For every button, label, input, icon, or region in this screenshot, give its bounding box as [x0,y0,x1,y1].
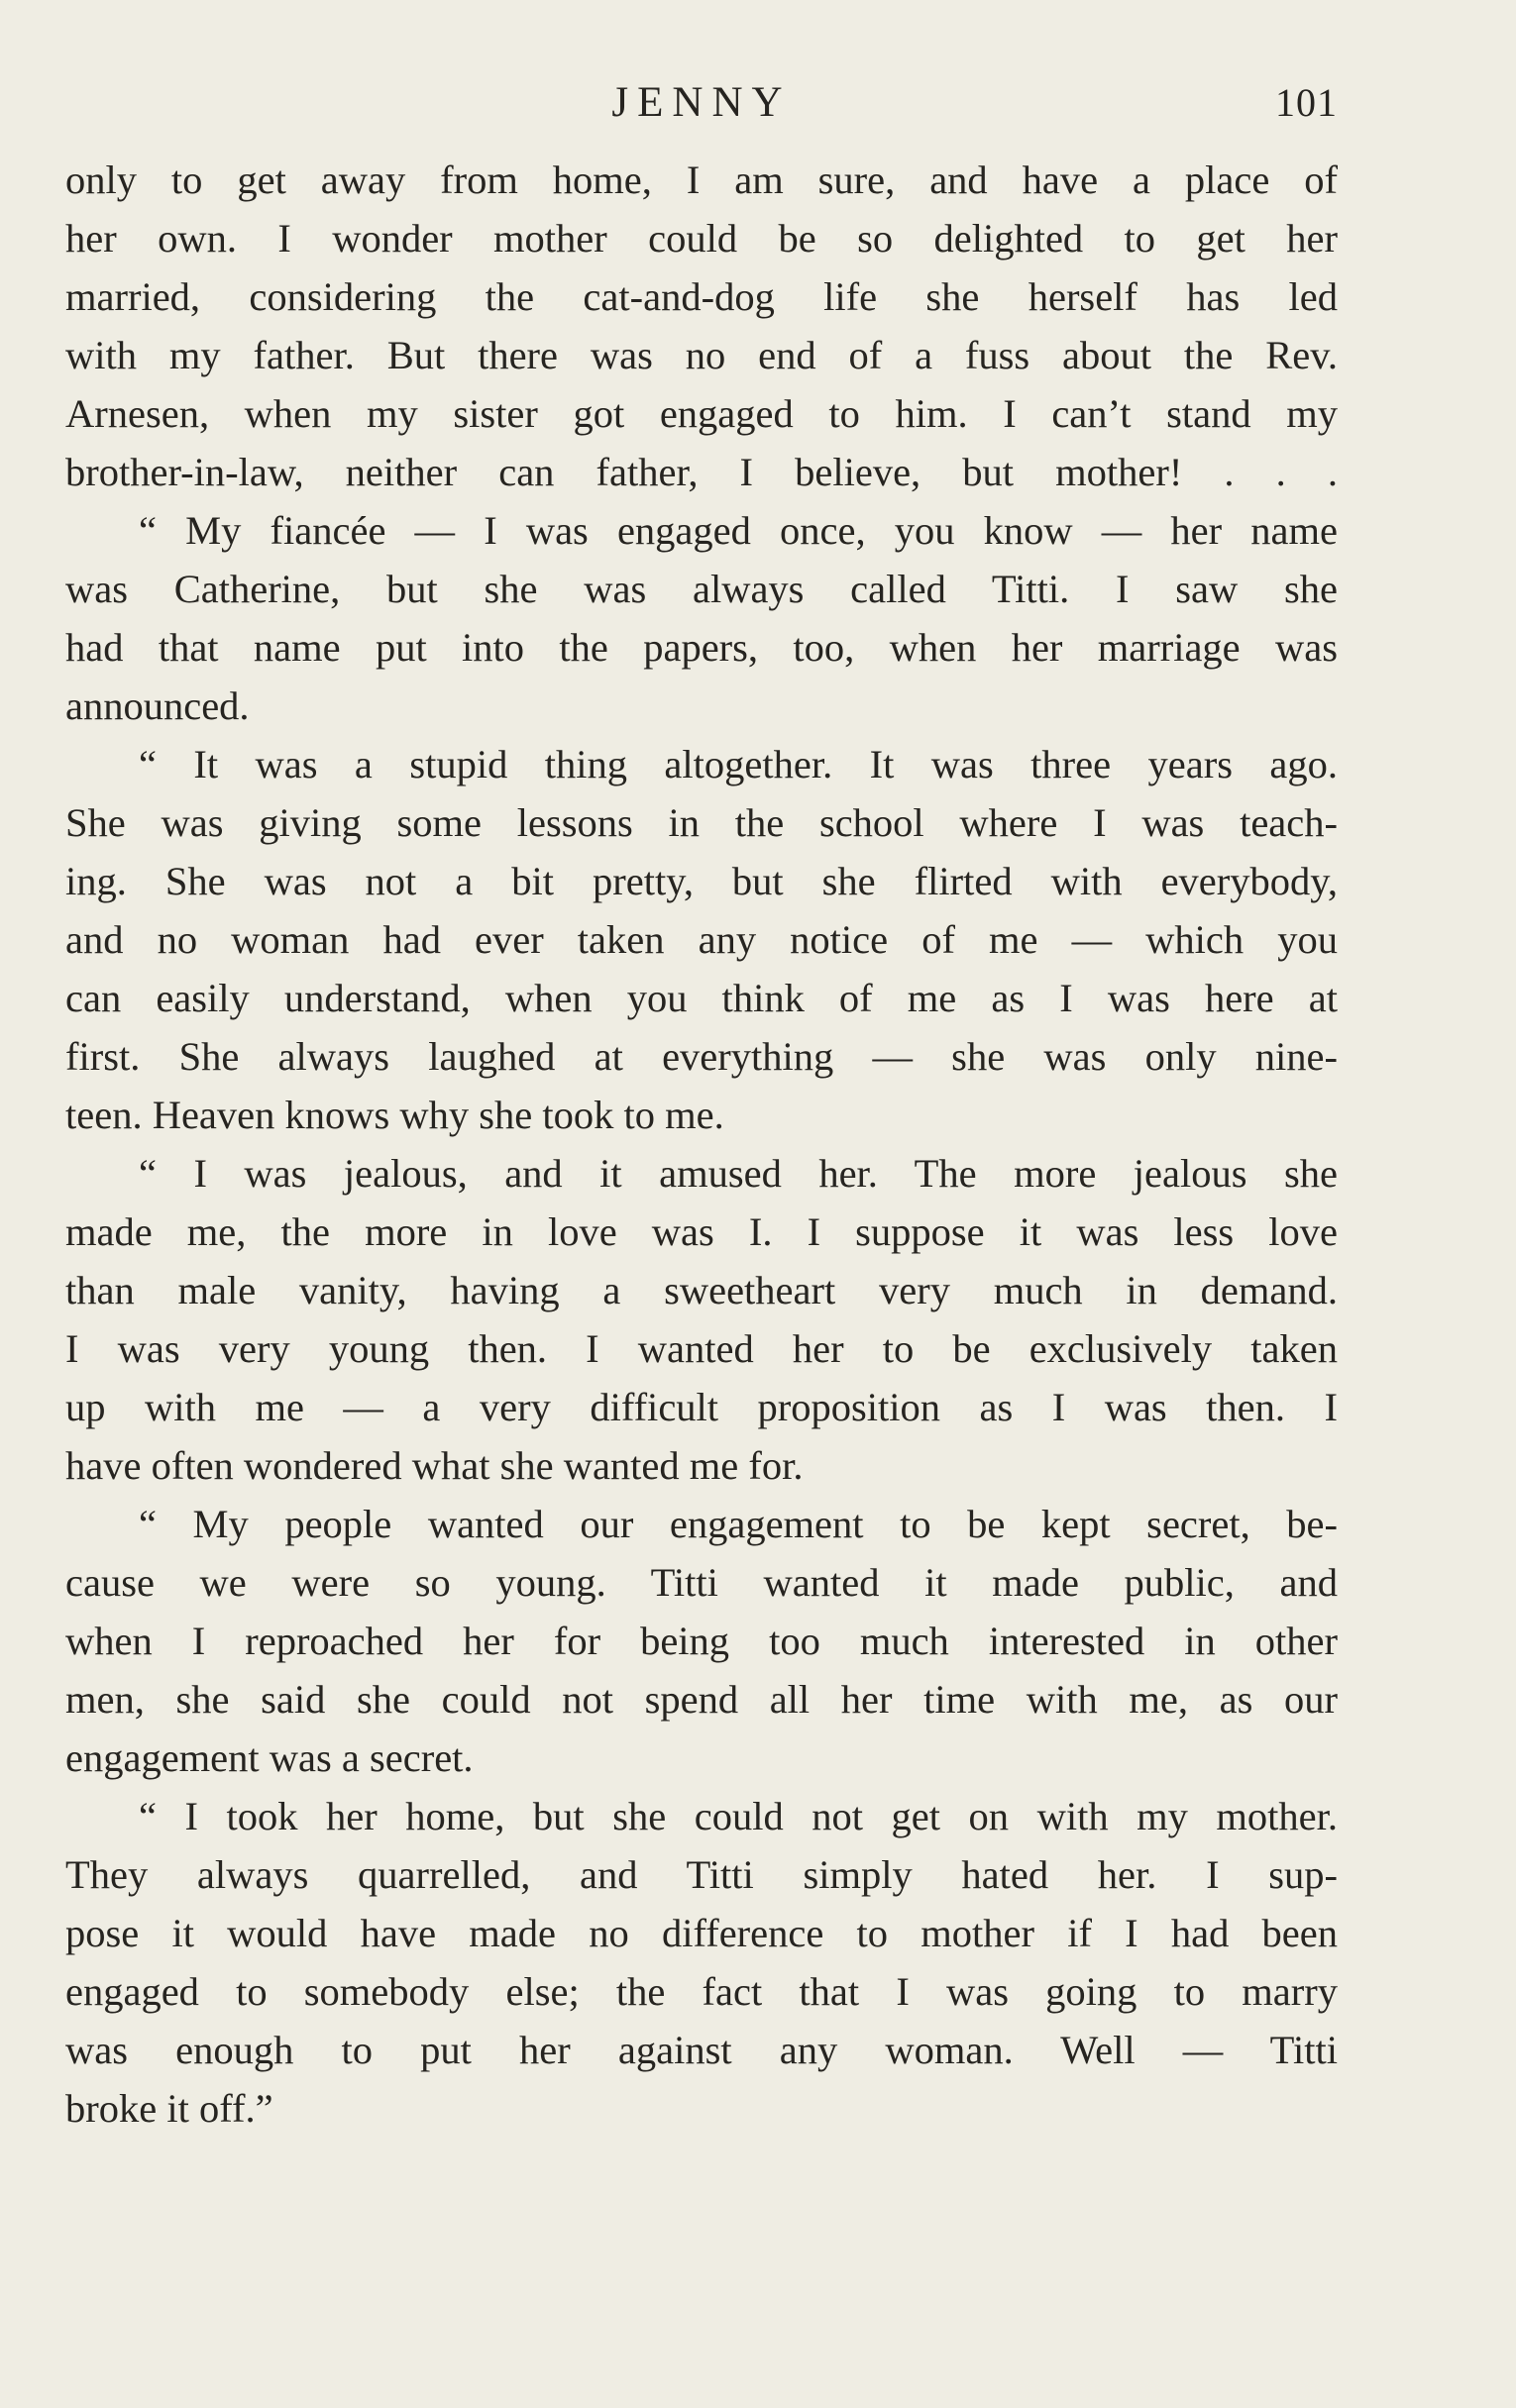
text-line: made me, the more in love was I. I suppose it was less love [65,1209,1338,1254]
text-line: teen. Heaven knows why she took to me. [65,1093,724,1137]
page-header [65,73,1338,133]
text-line: up with me — a very difficult proposition as I was then. I [65,1385,1338,1429]
text-line: when I reproached her for being too much interested in other [65,1619,1338,1663]
text-line: with my father. But there was no end of a fuss about the Rev. [65,333,1338,377]
text-line: was Catherine, but she was always called Titti. I saw she [65,567,1338,611]
body-text [65,151,1338,2138]
text-line: engagement was a secret. [65,1735,474,1780]
text-line: than male vanity, having a sweetheart very much in demand. [65,1268,1338,1312]
text-line: She was giving some lessons in the school where I was teach- [65,800,1338,845]
text-line: have often wondered what she wanted me for. [65,1443,804,1488]
text-line: “ It was a stupid thing altogether. It was three years ago. [139,742,1338,786]
text-line: “ I took her home, but she could not get on with my mother. [139,1794,1338,1838]
text-line: pose it would have made no difference to mother if I had been [65,1911,1338,1955]
page-number: 101 [1275,80,1338,125]
text-line: “ My fiancée — I was engaged once, you know — her name [139,508,1338,553]
text-line: first. She always laughed at everything — she was only nine- [65,1034,1338,1079]
text-line: “ I was jealous, and it amused her. The more jealous she [139,1151,1338,1196]
text-line: and no woman had ever taken any notice of me — which you [65,917,1338,962]
text-line: only to get away from home, I am sure, and have a place of [65,157,1338,202]
text-line: men, she said she could not spend all her time with me, as our [65,1677,1338,1722]
running-head: JENNY [611,79,792,126]
text-line: can easily understand, when you think of me as I was here at [65,976,1338,1020]
text-line: I was very young then. I wanted her to be exclusively taken [65,1326,1338,1371]
text-line: announced. [65,683,250,728]
text-line: married, considering the cat-and-dog life she herself has led [65,274,1338,319]
text-line: her own. I wonder mother could be so delighted to get her [65,216,1338,261]
text-line: was enough to put her against any woman. Well — Titti [65,2028,1338,2072]
text-line: broke it off.” [65,2086,273,2131]
text-line: They always quarrelled, and Titti simply hated her. I sup- [65,1852,1338,1897]
text-line: ing. She was not a bit pretty, but she flirted with everybody, [65,859,1338,903]
text-line: cause we were so young. Titti wanted it made public, and [65,1560,1338,1605]
text-line: Arnesen, when my sister got engaged to him. I can’t stand my [65,391,1338,436]
text-line: brother-in-law, neither can father, I believe, but mother! . . . [65,450,1338,494]
text-line: engaged to somebody else; the fact that I was going to marry [65,1969,1338,2014]
text-line: “ My people wanted our engagement to be kept secret, be- [139,1502,1338,1546]
text-line: had that name put into the papers, too, when her marriage was [65,625,1338,670]
